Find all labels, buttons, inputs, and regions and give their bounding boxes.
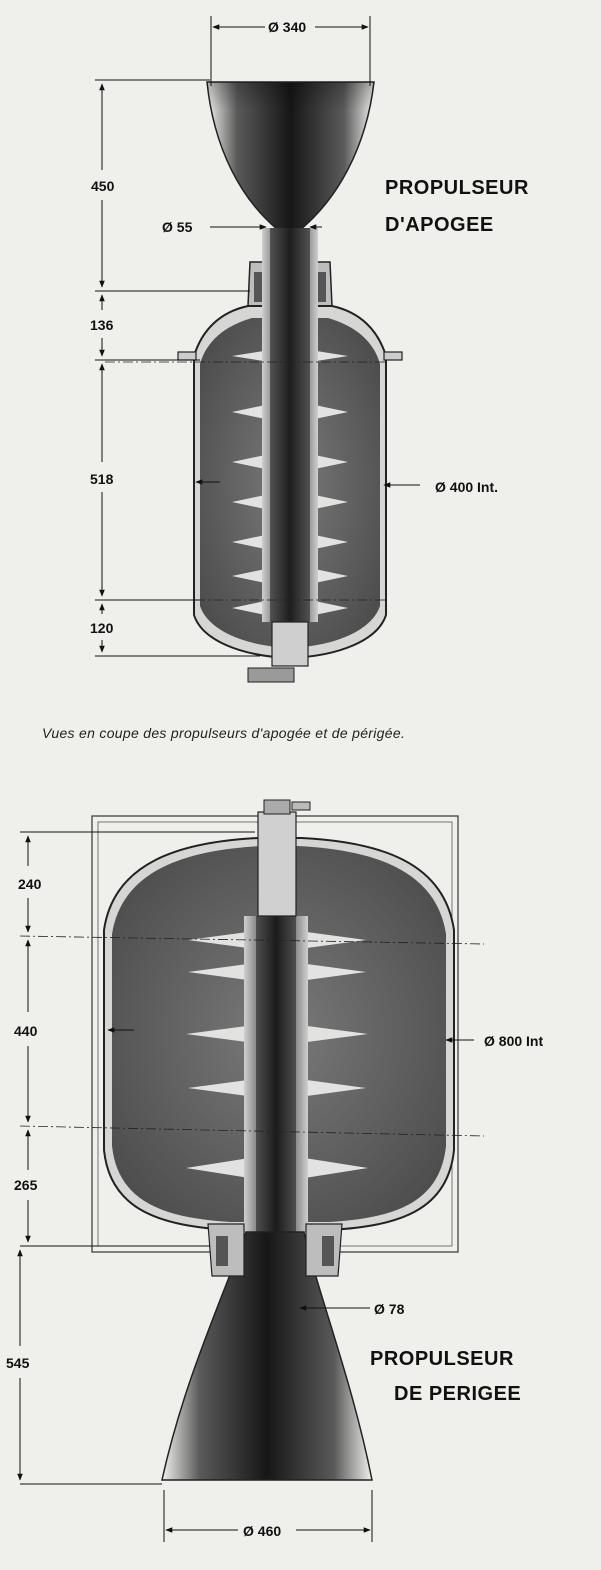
perigee-title-line2: DE PERIGEE bbox=[394, 1383, 522, 1405]
perigee-title-line1: PROPULSEUR bbox=[370, 1348, 514, 1370]
apogee-case-diameter: Ø 400 Int. bbox=[435, 479, 499, 495]
perigee-upper-length: 440 bbox=[14, 1023, 38, 1039]
apogee-nozzle-length: 450 bbox=[91, 178, 115, 194]
apogee-transition-length: 136 bbox=[90, 317, 114, 333]
apogee-cylinder-length: 518 bbox=[90, 471, 114, 487]
apogee-exit-diameter: Ø 340 bbox=[268, 19, 307, 35]
perigee-nozzle bbox=[162, 1232, 372, 1480]
perigee-top-length: 240 bbox=[18, 876, 42, 892]
apogee-igniter bbox=[272, 622, 308, 666]
apogee-aft-dome-length: 120 bbox=[90, 620, 114, 636]
perigee-lower-length: 265 bbox=[14, 1177, 38, 1193]
perigee-nozzle-length: 545 bbox=[6, 1355, 30, 1371]
perigee-motor bbox=[20, 800, 484, 1480]
apogee-title-line1: PROPULSEUR bbox=[385, 177, 529, 199]
apogee-motor bbox=[105, 82, 402, 682]
perigee-case-diameter: Ø 800 Int bbox=[484, 1033, 544, 1049]
perigee-exit-diameter: Ø 460 bbox=[243, 1523, 282, 1539]
perigee-throat-diameter: Ø 78 bbox=[374, 1301, 405, 1317]
apogee-title-line2: D'APOGEE bbox=[385, 214, 494, 236]
figure-caption: Vues en coupe des propulseurs d'apogée et de périgée. bbox=[42, 725, 406, 741]
apogee-throat-diameter: Ø 55 bbox=[162, 219, 193, 235]
perigee-igniter bbox=[258, 812, 296, 916]
